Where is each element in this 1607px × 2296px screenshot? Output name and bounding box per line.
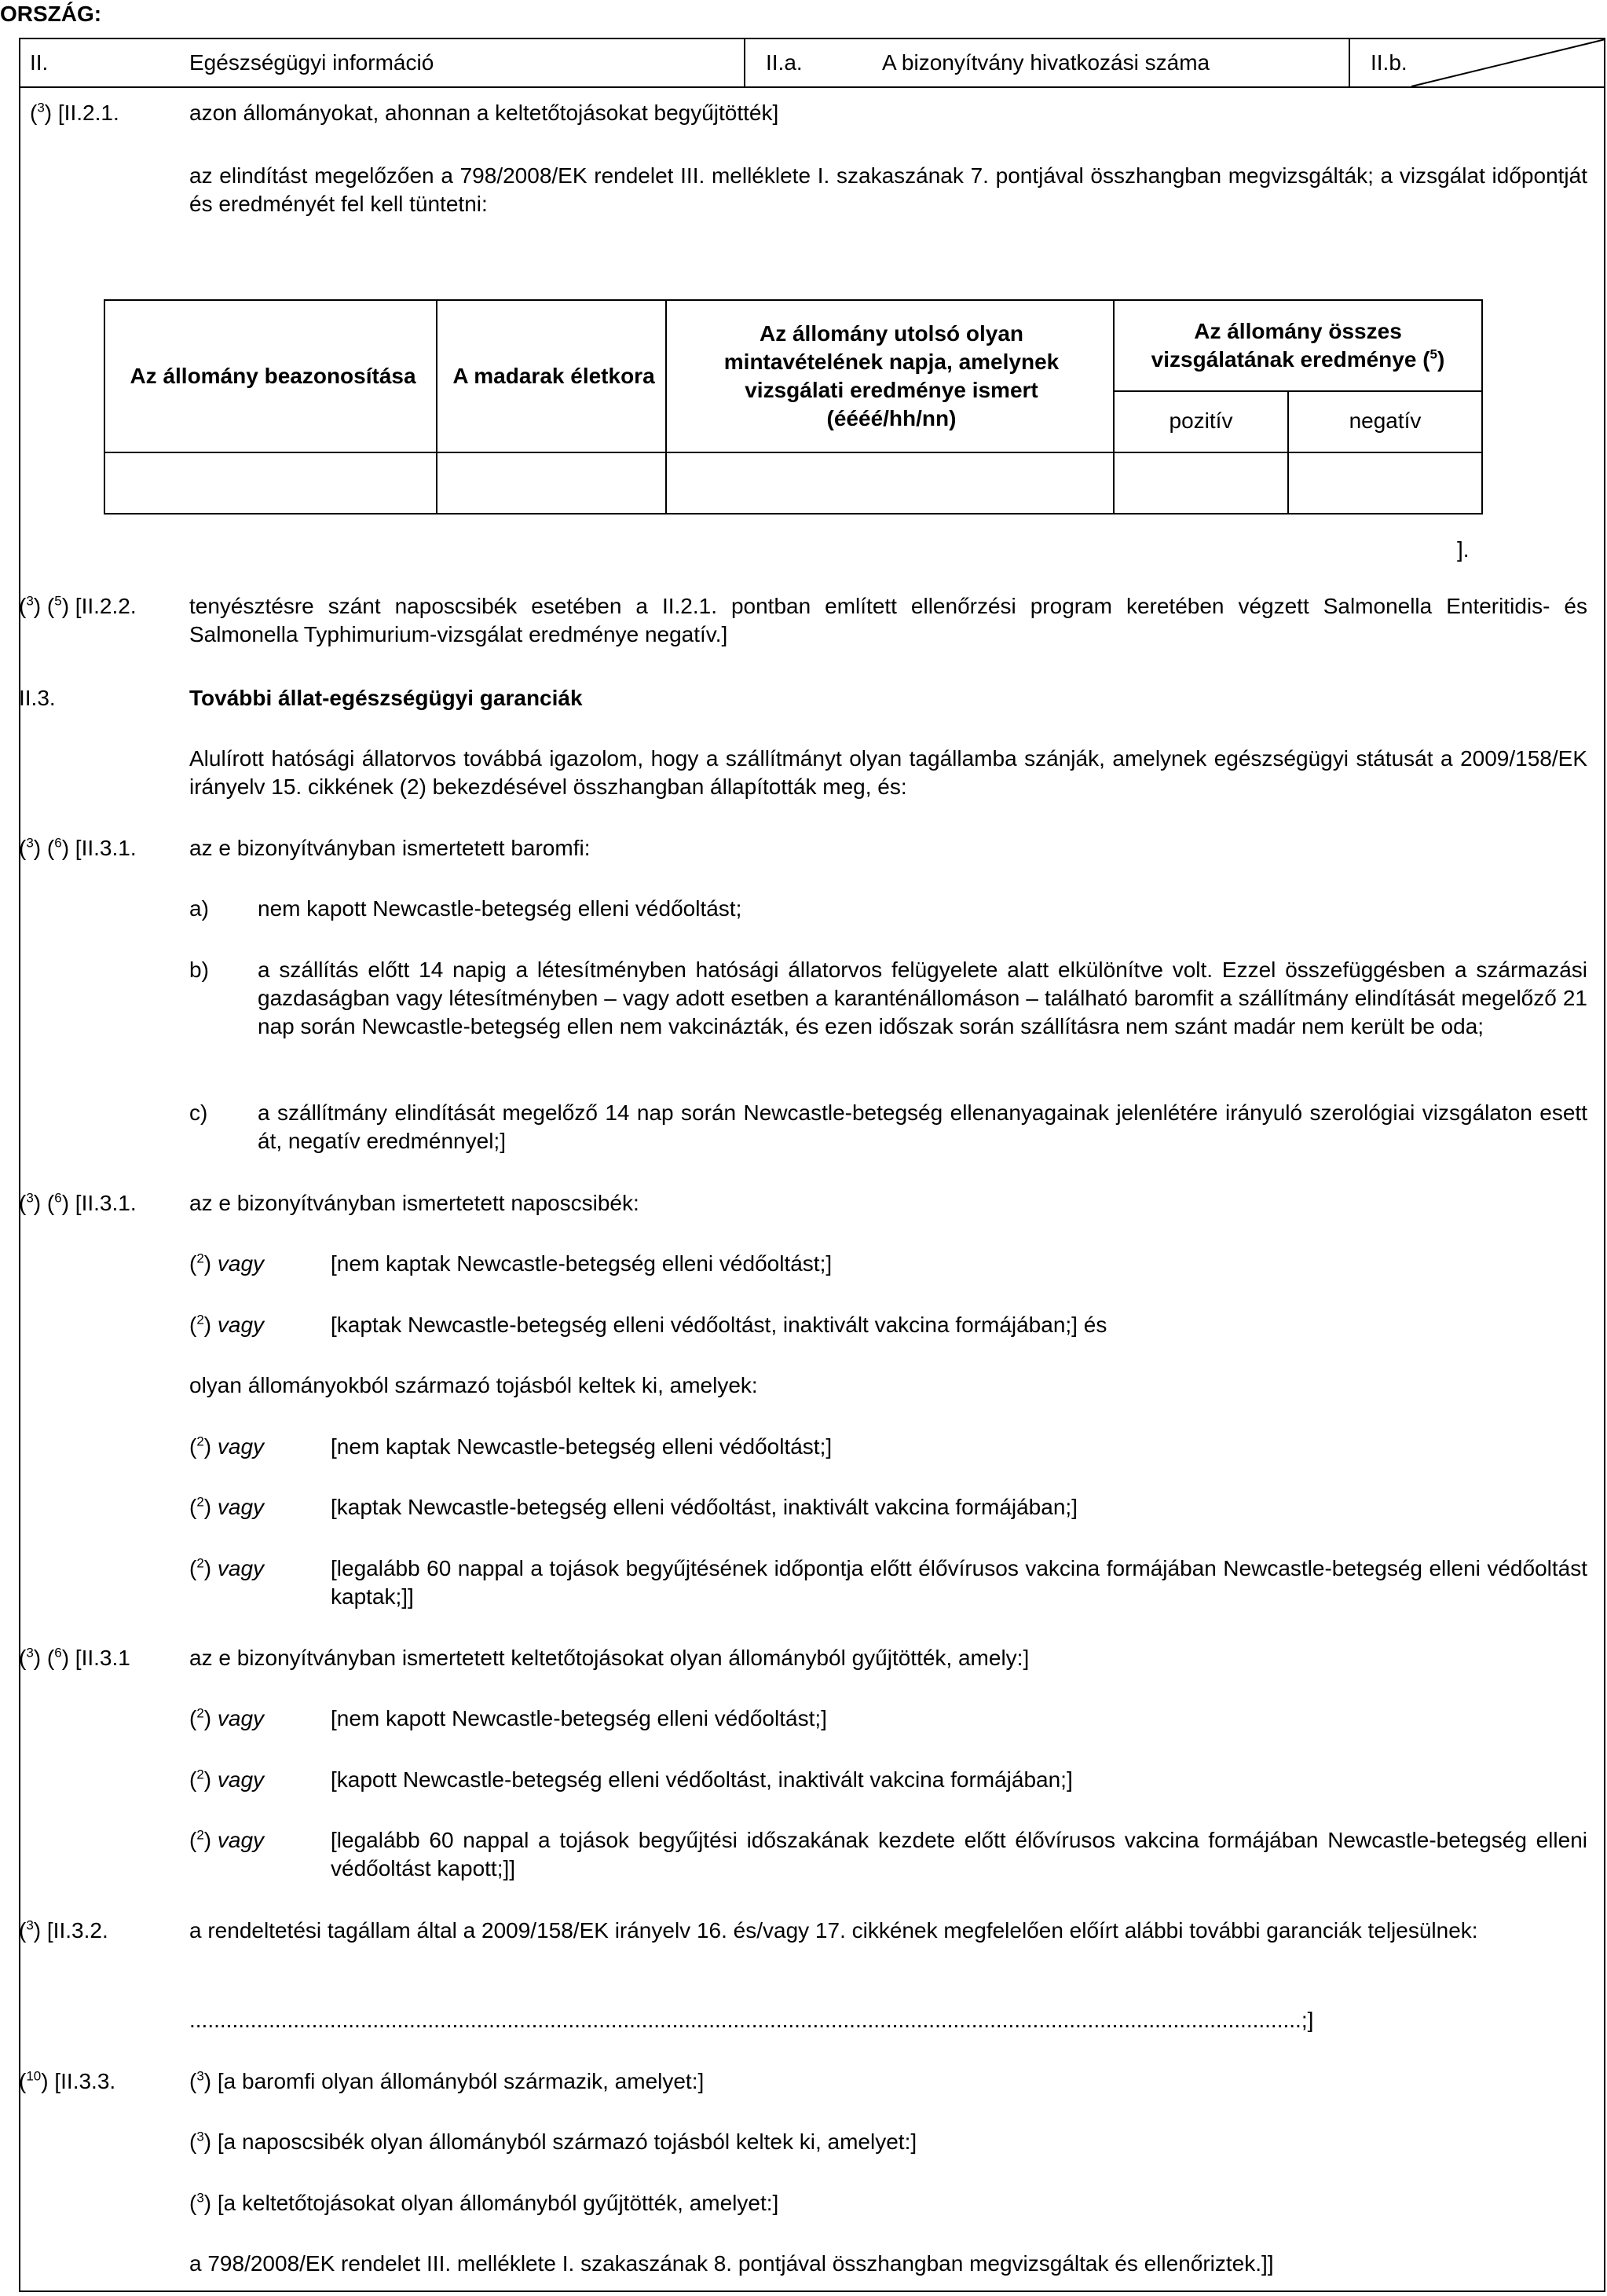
- p231a-c-text: a szállítmány elindítását megelőző 14 nap során Newcastle-betegség ellenanyagainak jelenlétére irányuló szerológiai vizsgálaton esett át, negatív eredménnyel;]: [258, 1100, 1587, 1153]
- p231b-number: ($^3$) ($^6$) [II.3.1.: [19, 1190, 137, 1215]
- p231b-option-3: [nem kaptak Newcastle-betegség elleni védőoltást;]: [331, 1434, 833, 1459]
- p231a-b-label: b): [189, 958, 209, 982]
- s23-number: II.3.: [19, 686, 56, 710]
- p233-line-2: ($^3$) [a naposcsibék olyan állományból származó tojásból keltek ki, amelyet:]: [189, 2129, 917, 2154]
- table-closing-bracket: ].: [1457, 537, 1470, 562]
- p231a-a-label: a): [189, 896, 209, 921]
- header-ref-label: II.a.: [766, 50, 803, 75]
- p231b-or-5: ($^2$) vagy: [189, 1555, 265, 1580]
- p231c-option-2: [kapott Newcastle-betegség elleni védőoltást, inaktivált vakcina formájában;]: [331, 1767, 1073, 1792]
- table-header-flock-id: Az állomány beazonosítása: [130, 364, 416, 388]
- p221-paragraph: az elindítást megelőzően a 798/2008/EK rendelet III. melléklete I. szakaszának 7. pontjával összhangban megvizsgálták; a vizsgálat időpontját és eredményét fel kell tüntetni:: [189, 163, 1587, 216]
- table-header-bird-age: A madarak életkora: [452, 364, 655, 388]
- p233-final: a 798/2008/EK rendelet III. melléklete I. szakaszának 8. pontjával összhangban megvizsgáltak és ellenőriztek.]]: [189, 2251, 1274, 2276]
- p231b-or-2: ($^2$) vagy: [189, 1312, 265, 1337]
- country-label: ORSZÁG:: [0, 2, 102, 26]
- p231c-option-1: [nem kapott Newcastle-betegség elleni védőoltást;]: [331, 1706, 827, 1730]
- p222-number: ($^3$) ($^5$) [II.2.2.: [19, 593, 137, 618]
- header-section-title: Egészségügyi információ: [189, 50, 434, 75]
- p222-text: tenyésztésre szánt naposcsibék esetében a II.2.1. pontban említett ellenőrzési program keretében végzett Salmonella Enteritidis- és Salmonella Typhimurium-vizsgálat eredménye negatív.]: [189, 594, 1587, 646]
- header-section-number: II.: [30, 50, 49, 75]
- p231b-or-4: ($^2$) vagy: [189, 1494, 265, 1519]
- p233-line-1: ($^3$) [a baromfi olyan állományból származik, amelyet:]: [189, 2068, 705, 2093]
- table-header-positive: pozitív: [1169, 408, 1233, 433]
- table-col-sep-1: [436, 299, 437, 514]
- header-ref-b: II.b.: [1371, 50, 1407, 75]
- p231b-option-4: [kaptak Newcastle-betegség elleni védőoltást, inaktivált vakcina formájában;]: [331, 1495, 1078, 1519]
- table-header-results: Az állomány összes vizsgálatának eredménye ($^5$): [1151, 319, 1445, 372]
- p231a-number: ($^3$) ($^6$) [II.3.1.: [19, 835, 137, 860]
- table-header-bottom: [104, 452, 1483, 453]
- p231c-number: ($^3$) ($^6$) [II.3.1: [19, 1645, 130, 1670]
- p231a-heading: az e bizonyítványban ismertetett baromfi:: [189, 836, 591, 860]
- p232-text: a rendeltetési tagállam által a 2009/158/EK irányelv 16. és/vagy 17. cikkének megfelelően előírt alábbi további garanciák teljesülnek:: [189, 1918, 1478, 1943]
- p231b-option-2: [kaptak Newcastle-betegség elleni védőoltást, inaktivált vakcina formájában;] és: [331, 1313, 1107, 1337]
- p231b-mid: olyan állományokból származó tojásból keltek ki, amelyek:: [189, 1373, 758, 1397]
- table-col-sep-2: [665, 299, 667, 514]
- p231c-or-1: ($^2$) vagy: [189, 1705, 265, 1730]
- p231b-or-3: ($^2$) vagy: [189, 1434, 265, 1459]
- p231b-heading: az e bizonyítványban ismertetett naposcsibék:: [189, 1191, 639, 1215]
- p231c-heading: az e bizonyítványban ismertetett keltetőtojásokat olyan állományból gyűjtötték, amely:]: [189, 1646, 1030, 1670]
- s23-paragraph: Alulírott hatósági állatorvos továbbá igazolom, hogy a szállítmányt olyan tagállamba szánják, amelynek egészségügyi státusát a 2009/158/EK irányelv 15. cikkének (2) bekezdésével összhangban állapították meg, és:: [189, 746, 1587, 799]
- p231c-or-3: ($^2$) vagy: [189, 1827, 265, 1852]
- p231b-or-1: ($^2$) vagy: [189, 1251, 265, 1276]
- p232-fill-line: ......................................................................................................................................................................................;]: [189, 2008, 1314, 2032]
- p231c-option-3: [legalább 60 nappal a tojások begyűjtési időszakának kezdete előtt élővírusos vakcina formájában Newcastle-betegség elleni védőoltást kapott;]]: [331, 1828, 1587, 1880]
- p233-number: ($^{10}$) [II.3.3.: [19, 2068, 116, 2093]
- p231a-c-label: c): [189, 1100, 208, 1125]
- p221-heading: azon állományokat, ahonnan a keltetőtojásokat begyűjtötték]: [189, 101, 779, 125]
- p231b-option-5: [legalább 60 nappal a tojások begyűjtésének időpontja előtt élővírusos vakcina formájában Newcastle-betegség elleni védőoltást kaptak;]]: [331, 1556, 1587, 1609]
- table-subheader-line: [1113, 390, 1483, 392]
- p221-number: ($^3$) [II.2.1.: [30, 100, 119, 125]
- p231c-or-2: ($^2$) vagy: [189, 1767, 265, 1792]
- p231a-a-text: nem kapott Newcastle-betegség elleni védőoltást;: [258, 896, 742, 921]
- p233-line-3: ($^3$) [a keltetőtojásokat olyan állományból gyűjtötték, amelyet:]: [189, 2190, 779, 2215]
- table-header-last-sampling: Az állomány utolsó olyan mintavételének napja, amelynek vizsgálati eredménye ismert (éééé/hh/nn): [723, 321, 1060, 430]
- p231a-b-text: a szállítás előtt 14 napig a létesítményben hatósági állatorvos felügyelete alatt elkülönítve volt. Ezzel összefüggésben a származási gazdaságban vagy létesítményben – vagy adott esetben a karanténállomáson – található baromfit a szállítmány elindítását megelőző 21 nap során Newcastle-betegség ellen nem vakcinázták, és ezen időszak során szállításra nem szánt madár nem került be oda;: [258, 958, 1587, 1038]
- p232-number: ($^3$) [II.3.2.: [19, 1917, 108, 1943]
- header-sep-1: [744, 38, 745, 86]
- header-ref-title: A bizonyítvány hivatkozási száma: [882, 50, 1210, 75]
- p231b-option-1: [nem kaptak Newcastle-betegség elleni védőoltást;]: [331, 1251, 833, 1276]
- s23-title: További állat-egészségügyi garanciák: [189, 686, 583, 710]
- table-header-negative: negatív: [1349, 408, 1422, 433]
